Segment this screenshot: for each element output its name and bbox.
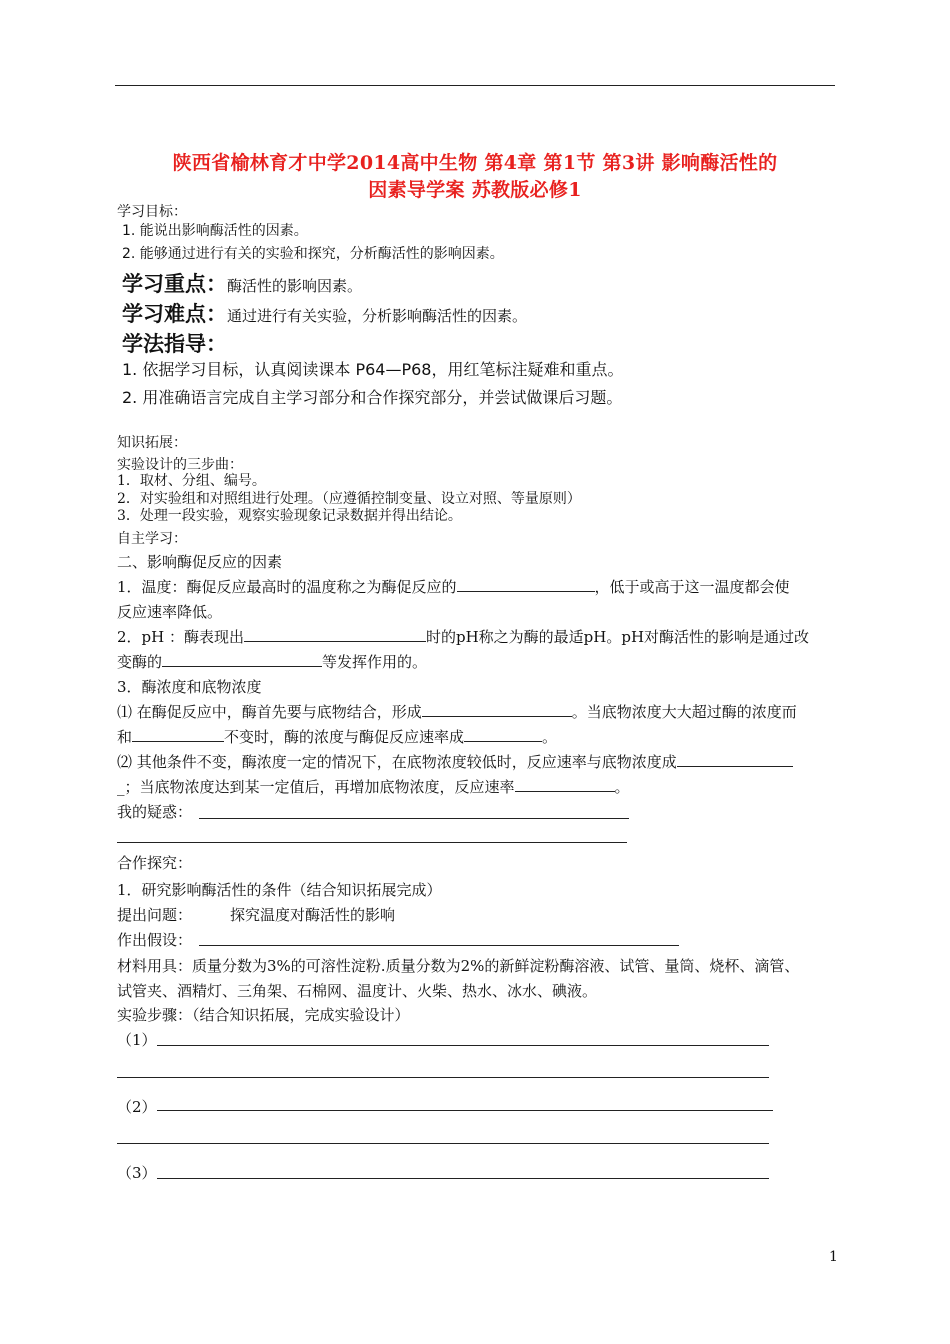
hypothesis-label: 作出假设： [117,931,193,949]
ext-heading: 知识拓展： [117,435,187,451]
section-2: 二、影响酶促反应的因素 [117,553,283,571]
q3-2-line1 [117,751,793,772]
q2-text-c: 变酶的 [117,653,163,671]
q3-2-blank-2[interactable] [515,777,615,792]
q3-1-line2 [117,726,557,747]
difficult-point [122,298,527,328]
ext-1: 1．取材、分组、编号。 [117,473,266,489]
ext-sub: 实验设计的三步曲： [117,457,243,473]
q1-text-b: ，低于或高于这一温度都会使 [594,578,790,596]
goal-1: 1. 能说出影响酶活性的因素。 [122,223,308,239]
q3-2-blank-1[interactable] [677,752,793,767]
q3-1-text-e: 。 [542,728,558,746]
ext-2: 2．对实验组和对照组进行处理。（应遵循控制变量、设立对照、等量原则） [117,491,581,507]
doc-title-line1: 陕西省榆林育才中学2014高中生物 第4章 第1节 第3讲 影响酶活性的 [172,152,778,174]
q3-2-text-c: 。 [614,778,630,796]
materials-line2: 试管夹、酒精灯、三角架、石棉网、温度计、火柴、热水、冰水、碘液。 [117,982,598,1000]
ask-row [117,904,395,925]
q3-1-text-c: 和 [117,728,133,746]
hypothesis-line[interactable] [199,945,679,946]
step-1-label: （1） [117,1031,157,1049]
doubt-line-2[interactable] [117,842,627,843]
q3-1-text-a: ⑴ 在酶促反应中，酶首先要与底物结合，形成 [117,703,422,721]
goals-heading: 学习目标： [117,204,187,220]
q2-blank-2[interactable] [162,652,322,667]
step-2-line-a[interactable] [157,1110,773,1111]
materials-line1: 材料用具：质量分数为3%的可溶性淀粉.质量分数为2%的新鲜淀粉酶溶液、试管、量筒、烧杯、滴管、 [117,957,800,975]
q2-text-b: 时的pH称之为酶的最适pH。pH对酶活性的影响是通过改 [426,628,810,646]
q1-blank[interactable] [457,577,595,592]
ask-label: 提出问题： [117,906,193,924]
doubt-line-1[interactable] [199,818,629,819]
doubt-label: 我的疑惑： [117,803,193,821]
q2-text-a: 2．pH ：酶表现出 [117,628,244,646]
q2-text-d: 等发挥作用的。 [322,653,428,671]
step-3-label: （3） [117,1164,157,1182]
q1-line1 [117,576,790,597]
q3-1-text-b: 。当底物浓度大大超过酶的浓度而 [571,703,797,721]
q3-1-text-d: 不变时，酶的浓度与酶促反应速率成 [224,728,465,746]
q2-blank-1[interactable] [244,627,426,642]
key-text: 酶活性的影响因素。 [227,277,363,295]
step-2-label: （2） [117,1098,157,1116]
diff-label: 学习难点： [122,302,227,326]
header-rule [115,85,835,86]
q1-line2: 反应速率降低。 [117,603,223,621]
q3-1-blank-1[interactable] [422,702,572,717]
step-2-line-b[interactable] [117,1143,769,1144]
q3-1-line1 [117,701,797,722]
method-1: 1. 依据学习目标，认真阅读课本 P64—P68，用红笔标注疑难和重点。 [122,360,624,379]
goal-2: 2. 能够通过进行有关的实验和探究，分析酶活性的影响因素。 [122,246,504,262]
ask-text: 探究温度对酶活性的影响 [230,906,396,924]
coop-1: 1．研究影响酶活性的条件（结合知识拓展完成） [117,881,442,899]
q3-heading: 3．酶浓度和底物浓度 [117,678,262,696]
steps-heading: 实验步骤：（结合知识拓展，完成实验设计） [117,1006,410,1024]
step-3-line-a[interactable] [157,1178,769,1179]
q3-2-text-b: _；当底物浓度达到某一定值后，再增加底物浓度，反应速率 [117,778,515,796]
diff-text: 通过进行有关实验，分析影响酶活性的因素。 [227,307,528,325]
q2-line1 [117,626,809,647]
self-heading: 自主学习： [117,531,187,547]
q3-1-blank-2[interactable] [132,727,224,742]
method-2: 2. 用准确语言完成自主学习部分和合作探究部分，并尝试做课后习题。 [122,388,623,407]
step-1-line-a[interactable] [157,1045,769,1046]
method-label: 学法指导： [122,332,227,356]
q3-2-text-a: ⑵ 其他条件不变，酶浓度一定的情况下，在底物浓度较低时，反应速率与底物浓度成 [117,753,677,771]
page-number: 1 [829,1249,838,1265]
ext-3: 3．处理一段实验，观察实验现象记录数据并得出结论。 [117,508,462,524]
q3-1-blank-3[interactable] [464,727,542,742]
q2-line2 [117,651,427,672]
doc-title-line2: 因素导学案 苏教版必修1 [368,179,582,201]
key-point [122,268,362,298]
coop-heading: 合作探究： [117,854,193,872]
step-1-line-b[interactable] [117,1077,769,1078]
q1-text-a: 1．温度：酶促反应最高时的温度称之为酶促反应的 [117,578,457,596]
key-label: 学习重点： [122,272,227,296]
q3-2-line2 [117,776,630,797]
